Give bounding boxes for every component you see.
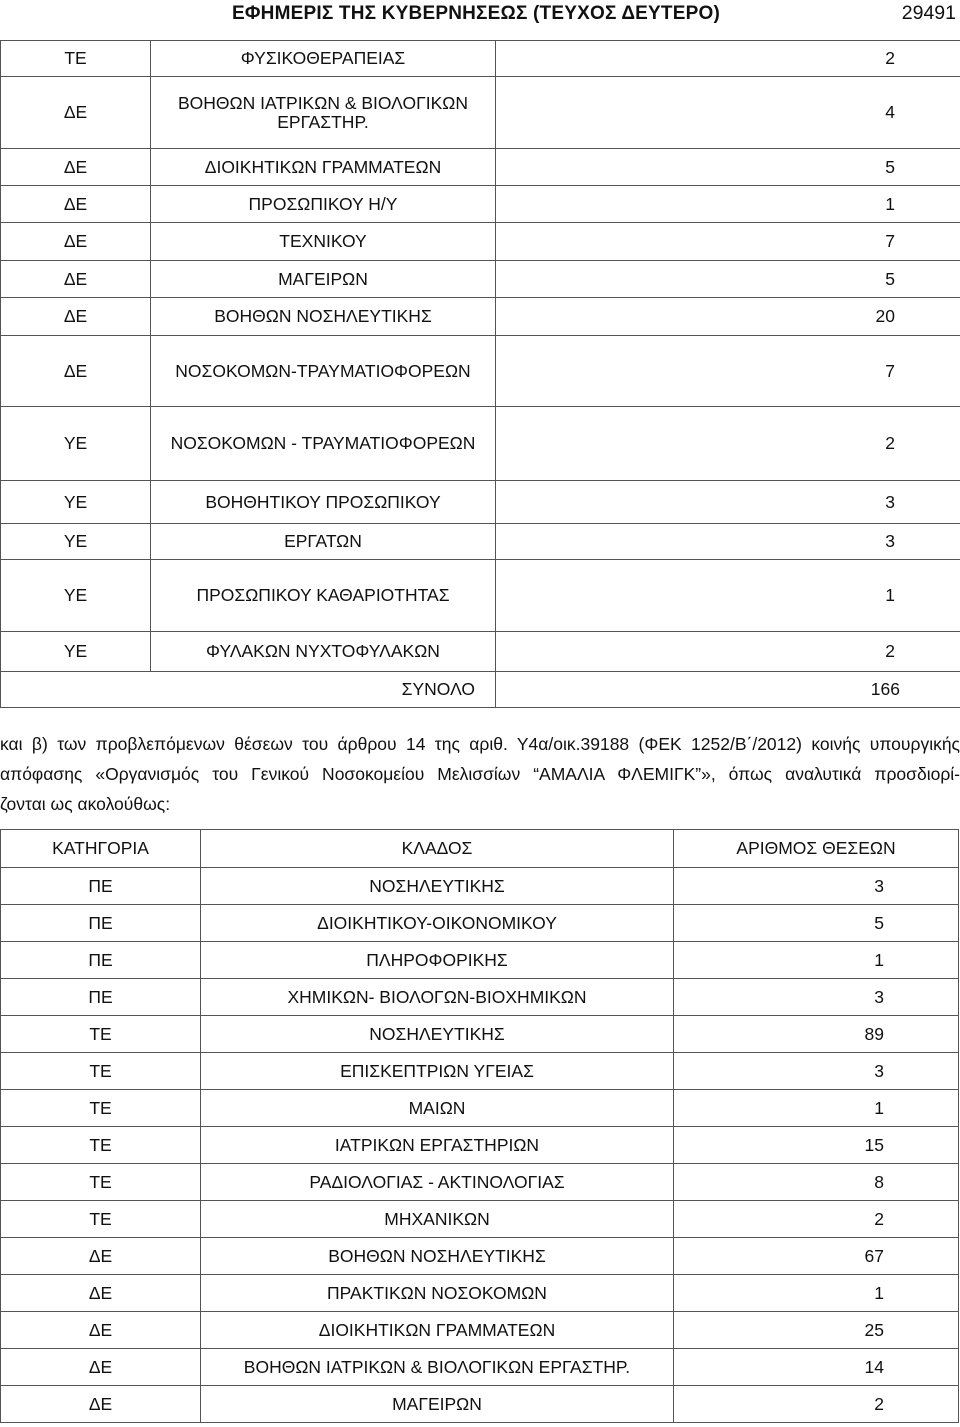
table-row bbox=[1, 560, 960, 632]
total-empty-cell bbox=[1, 672, 151, 708]
table-row bbox=[1, 481, 960, 524]
table-row bbox=[1, 942, 959, 979]
category-cell: ΠΕ bbox=[1, 979, 201, 1016]
table-row bbox=[1, 149, 960, 186]
count-cell: 3 bbox=[674, 979, 959, 1016]
category-cell: ΔΕ bbox=[1, 298, 151, 336]
branch-cell: ΠΡΟΣΩΠΙΚΟΥ ΚΑΘΑΡΙΟΤΗΤΑΣ bbox=[151, 560, 496, 632]
count-cell: 3 bbox=[674, 868, 959, 905]
table-row bbox=[1, 1164, 959, 1201]
table-row bbox=[1, 1312, 959, 1349]
table-row bbox=[1, 298, 960, 336]
table-row bbox=[1, 979, 959, 1016]
count-cell: 5 bbox=[496, 149, 960, 186]
count-cell: 15 bbox=[674, 1127, 959, 1164]
count-cell: 5 bbox=[674, 905, 959, 942]
branch-cell: ΜΑΓΕΙΡΩΝ bbox=[201, 1386, 674, 1423]
category-cell: ΤΕ bbox=[1, 1164, 201, 1201]
category-cell: ΔΕ bbox=[1, 77, 151, 149]
category-cell: ΤΕ bbox=[1, 1201, 201, 1238]
count-cell: 1 bbox=[674, 942, 959, 979]
header-branch: ΚΛΑΔΟΣ bbox=[201, 830, 674, 868]
count-cell: 67 bbox=[674, 1238, 959, 1275]
table-row bbox=[1, 336, 960, 407]
count-cell: 3 bbox=[674, 1053, 959, 1090]
category-cell: ΠΕ bbox=[1, 942, 201, 979]
category-cell: ΤΕ bbox=[1, 1016, 201, 1053]
branch-cell: ΒΟΗΘΗΤΙΚΟΥ ΠΡΟΣΩΠΙΚΟΥ bbox=[151, 481, 496, 524]
category-cell: ΥΕ bbox=[1, 407, 151, 481]
count-cell: 2 bbox=[496, 41, 960, 77]
total-value: 166 bbox=[496, 672, 960, 708]
count-cell: 1 bbox=[496, 186, 960, 223]
branch-cell: ΔΙΟΙΚΗΤΙΚΩΝ ΓΡΑΜΜΑΤΕΩΝ bbox=[151, 149, 496, 186]
branch-cell: ΝΟΣΟΚΟΜΩΝ - ΤΡΑΥΜΑΤΙΟΦΟΡΕΩΝ bbox=[151, 407, 496, 481]
header-count: ΑΡΙΘΜΟΣ ΘΕΣΕΩΝ bbox=[674, 830, 959, 868]
table-row bbox=[1, 1127, 959, 1164]
branch-cell: ΙΑΤΡΙΚΩΝ ΕΡΓΑΣΤΗΡΙΩΝ bbox=[201, 1127, 674, 1164]
table-row bbox=[1, 407, 960, 481]
category-cell: ΤΕ bbox=[1, 1127, 201, 1164]
count-cell: 3 bbox=[496, 524, 960, 560]
branch-cell: ΜΑΙΩΝ bbox=[201, 1090, 674, 1127]
count-cell: 14 bbox=[674, 1349, 959, 1386]
count-cell: 2 bbox=[674, 1201, 959, 1238]
page-number: 29491 bbox=[901, 2, 956, 24]
table-row bbox=[1, 1238, 959, 1275]
branch-cell: ΒΟΗΘΩΝ ΙΑΤΡΙΚΩΝ & ΒΙΟΛΟΓΙΚΩΝ ΕΡΓΑΣΤΗΡ. bbox=[201, 1349, 674, 1386]
table-row bbox=[1, 1275, 959, 1312]
branch-cell: ΒΟΗΘΩΝ ΝΟΣΗΛΕΥΤΙΚΗΣ bbox=[151, 298, 496, 336]
count-cell: 1 bbox=[496, 560, 960, 632]
branch-cell: ΜΑΓΕΙΡΩΝ bbox=[151, 261, 496, 298]
category-cell: ΔΕ bbox=[1, 186, 151, 223]
category-cell: ΔΕ bbox=[1, 1275, 201, 1312]
table1-body bbox=[1, 41, 960, 708]
branch-cell: ΔΙΟΙΚΗΤΙΚΩΝ ΓΡΑΜΜΑΤΕΩΝ bbox=[201, 1312, 674, 1349]
count-cell: 7 bbox=[496, 336, 960, 407]
branch-cell: ΧΗΜΙΚΩΝ- ΒΙΟΛΟΓΩΝ-ΒΙΟΧΗΜΙΚΩΝ bbox=[201, 979, 674, 1016]
table-row bbox=[1, 1090, 959, 1127]
table-row bbox=[1, 186, 960, 223]
count-cell: 8 bbox=[674, 1164, 959, 1201]
paragraph-line: και β) των προβλεπόμενων θέσεων του άρθρου 14 της αριθ. Υ4α/οικ.39188 (ΦΕΚ 1252/Β΄/2012) κοινής υπουργικής bbox=[0, 734, 960, 754]
category-cell: ΔΕ bbox=[1, 261, 151, 298]
table-row bbox=[1, 905, 959, 942]
table-row bbox=[1, 1201, 959, 1238]
branch-cell: ΝΟΣΗΛΕΥΤΙΚΗΣ bbox=[201, 1016, 674, 1053]
table2-body bbox=[1, 830, 959, 1423]
table-row bbox=[1, 1016, 959, 1053]
table-row bbox=[1, 1349, 959, 1386]
table-row bbox=[1, 632, 960, 672]
positions-table bbox=[0, 829, 959, 1423]
branch-cell: ΕΠΙΣΚΕΠΤΡΙΩΝ ΥΓΕΙΑΣ bbox=[201, 1053, 674, 1090]
branch-cell: ΡΑΔΙΟΛΟΓΙΑΣ - ΑΚΤΙΝΟΛΟΓΙΑΣ bbox=[201, 1164, 674, 1201]
table-row bbox=[1, 1053, 959, 1090]
category-cell: ΤΕ bbox=[1, 41, 151, 77]
table-row bbox=[1, 524, 960, 560]
header-category: ΚΑΤΗΓΟΡΙΑ bbox=[1, 830, 201, 868]
count-cell: 3 bbox=[496, 481, 960, 524]
count-cell: 2 bbox=[496, 632, 960, 672]
category-cell: ΔΕ bbox=[1, 336, 151, 407]
branch-cell: ΒΟΗΘΩΝ ΙΑΤΡΙΚΩΝ & ΒΙΟΛΟΓΙΚΩΝ ΕΡΓΑΣΤΗΡ. bbox=[151, 77, 496, 149]
branch-cell: ΠΡΑΚΤΙΚΩΝ ΝΟΣΟΚΟΜΩΝ bbox=[201, 1275, 674, 1312]
table-row bbox=[1, 77, 960, 149]
category-cell: ΔΕ bbox=[1, 1349, 201, 1386]
branch-cell: ΠΡΟΣΩΠΙΚΟΥ Η/Υ bbox=[151, 186, 496, 223]
count-cell: 1 bbox=[674, 1090, 959, 1127]
count-cell: 2 bbox=[496, 407, 960, 481]
total-row bbox=[1, 672, 960, 708]
category-cell: ΤΕ bbox=[1, 1053, 201, 1090]
category-cell: ΔΕ bbox=[1, 223, 151, 261]
branch-cell: ΤΕΧΝΙΚΟΥ bbox=[151, 223, 496, 261]
category-cell: ΔΕ bbox=[1, 1386, 201, 1423]
category-cell: ΔΕ bbox=[1, 1238, 201, 1275]
category-cell: ΥΕ bbox=[1, 481, 151, 524]
branch-cell: ΝΟΣΗΛΕΥΤΙΚΗΣ bbox=[201, 868, 674, 905]
count-cell: 89 bbox=[674, 1016, 959, 1053]
table-row bbox=[1, 868, 959, 905]
branch-cell: ΦΥΣΙΚΟΘΕΡΑΠΕΙΑΣ bbox=[151, 41, 496, 77]
count-cell: 4 bbox=[496, 77, 960, 149]
branch-cell: ΔΙΟΙΚΗΤΙΚΟΥ-ΟΙΚΟΝΟΜΙΚΟΥ bbox=[201, 905, 674, 942]
count-cell: 25 bbox=[674, 1312, 959, 1349]
paragraph-line: απόφασης «Οργανισμός του Γενικού Νοσοκομείου Μελισσίων “ΑΜΑΛΙΑ ΦΛΕΜΙΓΚ”», όπως αναλυτικά προσδιορί- bbox=[0, 764, 960, 784]
category-cell: ΠΕ bbox=[1, 905, 201, 942]
page-header bbox=[0, 0, 960, 30]
branch-cell: ΦΥΛΑΚΩΝ ΝΥΧΤΟΦΥΛΑΚΩΝ bbox=[151, 632, 496, 672]
count-cell: 2 bbox=[674, 1386, 959, 1423]
table-row bbox=[1, 261, 960, 298]
category-cell: ΔΕ bbox=[1, 1312, 201, 1349]
category-cell: ΠΕ bbox=[1, 868, 201, 905]
category-cell: ΥΕ bbox=[1, 632, 151, 672]
category-cell: ΤΕ bbox=[1, 1090, 201, 1127]
category-cell: ΥΕ bbox=[1, 560, 151, 632]
category-cell: ΥΕ bbox=[1, 524, 151, 560]
paragraph-line: ζονται ως ακολούθως: bbox=[0, 794, 171, 814]
table-row bbox=[1, 41, 960, 77]
branch-cell: ΜΗΧΑΝΙΚΩΝ bbox=[201, 1201, 674, 1238]
total-label: ΣΥΝΟΛΟ bbox=[151, 672, 496, 708]
count-cell: 5 bbox=[496, 261, 960, 298]
branch-cell: ΒΟΗΘΩΝ ΝΟΣΗΛΕΥΤΙΚΗΣ bbox=[201, 1238, 674, 1275]
table-row bbox=[1, 223, 960, 261]
positions-table-continued bbox=[0, 40, 960, 708]
count-cell: 1 bbox=[674, 1275, 959, 1312]
count-cell: 7 bbox=[496, 223, 960, 261]
intro-paragraph bbox=[0, 729, 960, 819]
table-row bbox=[1, 1386, 959, 1423]
branch-cell: ΠΛΗΡΟΦΟΡΙΚΗΣ bbox=[201, 942, 674, 979]
branch-cell: ΝΟΣΟΚΟΜΩΝ-ΤΡΑΥΜΑΤΙΟΦΟΡΕΩΝ bbox=[151, 336, 496, 407]
count-cell: 20 bbox=[496, 298, 960, 336]
branch-cell: ΕΡΓΑΤΩΝ bbox=[151, 524, 496, 560]
gazette-title: ΕΦΗΜΕΡΙΣ ΤΗΣ ΚΥΒΕΡΝΗΣΕΩΣ (ΤΕΥΧΟΣ ΔΕΥΤΕΡΟ) bbox=[232, 3, 720, 24]
category-cell: ΔΕ bbox=[1, 149, 151, 186]
header-row bbox=[1, 830, 959, 868]
